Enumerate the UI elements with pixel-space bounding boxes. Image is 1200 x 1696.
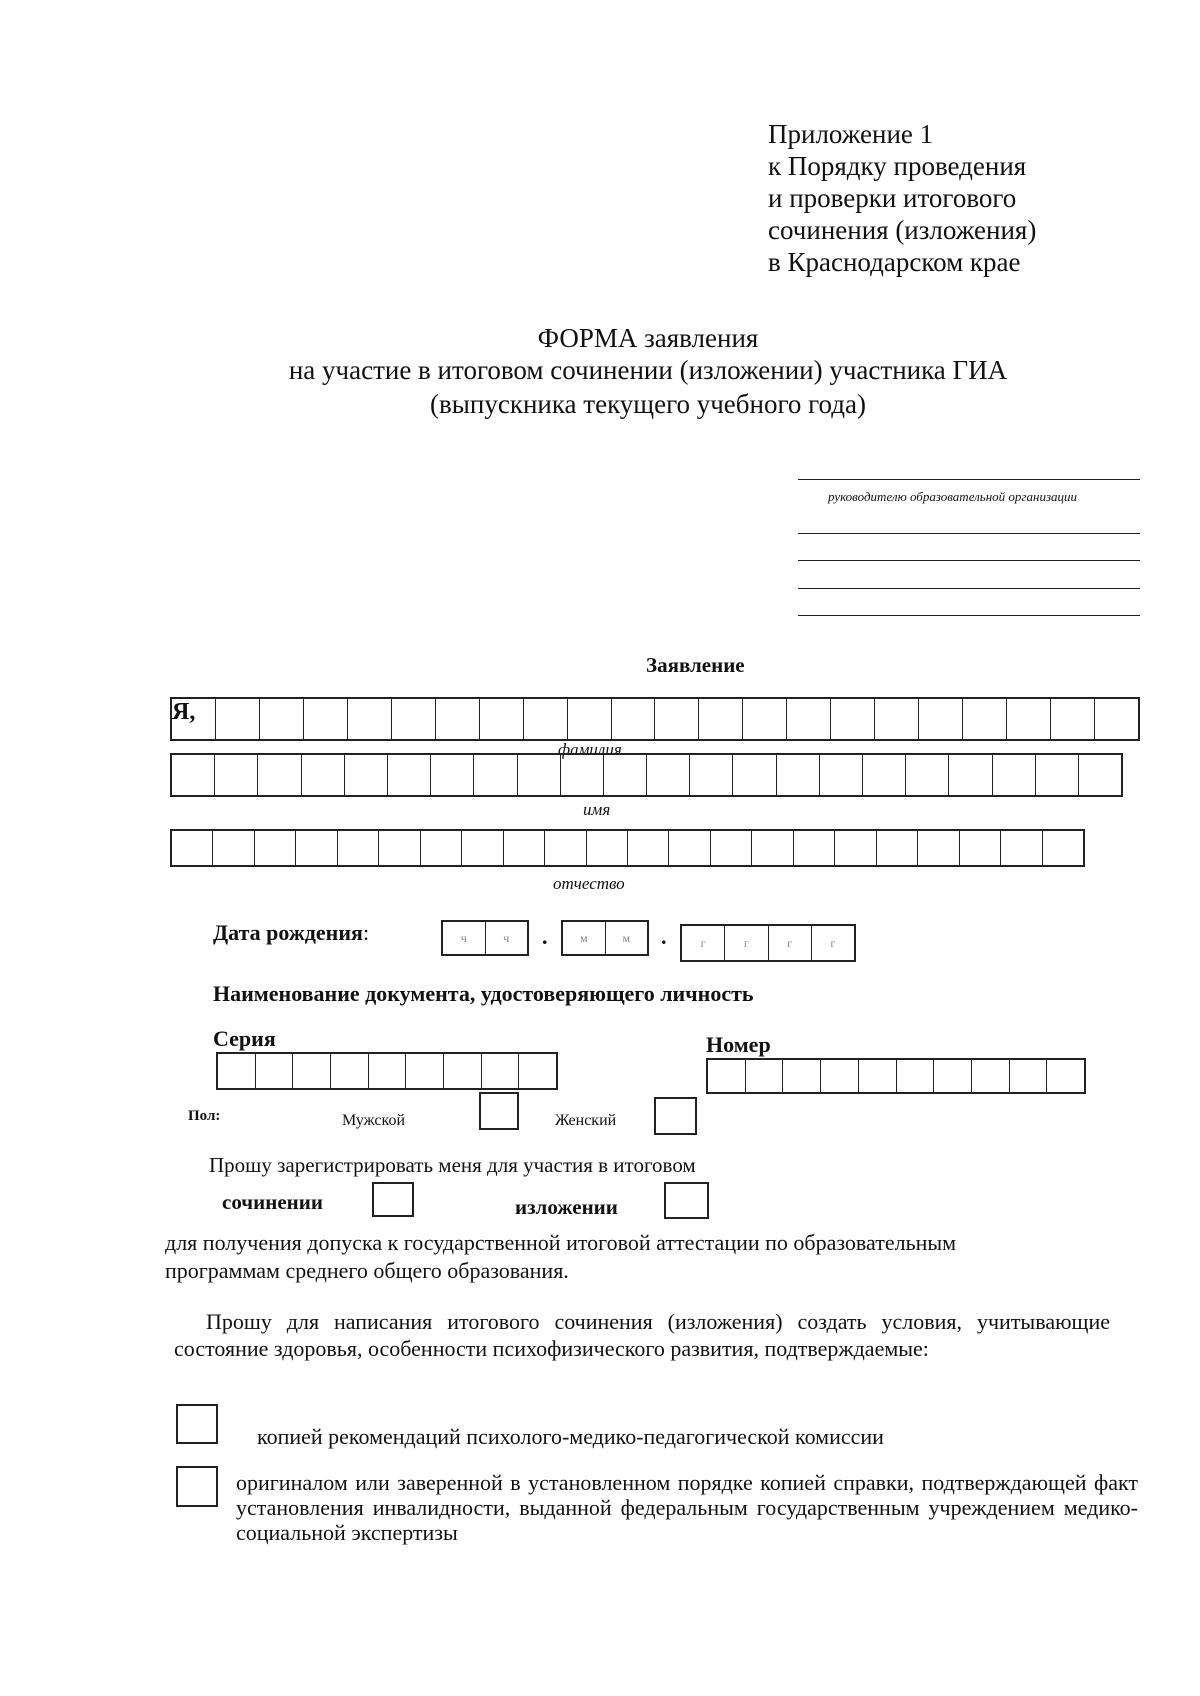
input-cell[interactable] [751,831,792,865]
option1-text: копией рекомендаций психолого-медико-педагогической комиссии [257,1424,884,1449]
input-cell[interactable] [896,1060,934,1092]
input-cell[interactable] [1094,699,1138,739]
input-cell[interactable] [586,831,627,865]
input-cell[interactable] [517,755,560,795]
input-cell[interactable] [295,831,336,865]
input-cell[interactable] [689,755,732,795]
input-cell[interactable] [218,1054,255,1088]
input-cell[interactable] [820,1060,858,1092]
input-cell[interactable] [443,1054,481,1088]
input-cell[interactable] [708,1060,745,1092]
input-cell[interactable] [992,755,1035,795]
input-cell[interactable] [745,1060,783,1092]
input-cell[interactable]: м [605,922,648,954]
exposition-label: изложении [515,1195,618,1219]
input-cell[interactable] [933,1060,971,1092]
input-cell[interactable] [971,1060,1009,1092]
input-cell[interactable] [567,699,611,739]
patronymic-caption: отчество [553,874,625,893]
gender-female-label: Женский [555,1112,617,1129]
addressee-line[interactable] [798,560,1140,561]
input-cell[interactable] [435,699,479,739]
purpose-line2: программам среднего общего образования. [165,1258,569,1283]
input-cell[interactable] [1050,699,1094,739]
input-cell[interactable] [627,831,668,865]
form-title-line3: (выпускника текущего учебного года) [430,389,866,419]
addressee-line[interactable] [798,479,1140,480]
input-cell[interactable] [405,1054,443,1088]
input-cell[interactable] [1000,831,1041,865]
input-cell[interactable] [391,699,435,739]
registration-request: Прошу зарегистрировать меня для участия в итоговом [209,1153,696,1177]
input-cell[interactable]: ч [485,922,528,954]
input-cell[interactable] [830,699,874,739]
input-cell[interactable] [473,755,516,795]
input-cell[interactable] [479,699,523,739]
input-cell[interactable] [1078,755,1121,795]
input-cell[interactable] [1042,831,1083,865]
option2-checkbox[interactable] [176,1466,218,1507]
birth-month-grid[interactable] [561,920,649,956]
addressee-line[interactable] [798,533,1140,534]
input-cell[interactable] [948,755,991,795]
input-cell[interactable] [303,699,347,739]
input-cell[interactable] [959,831,1000,865]
input-cell[interactable]: г [768,926,811,960]
appendix-line: сочинения (изложения) [768,215,1037,245]
input-cell[interactable] [301,755,344,795]
gender-label: Пол: [188,1108,221,1124]
input-cell[interactable] [603,755,646,795]
input-cell[interactable] [917,831,958,865]
birth-day-grid[interactable] [441,920,529,956]
input-cell[interactable] [215,699,259,739]
prefix-ya: Я, [172,699,196,725]
series-label: Серия [213,1026,276,1051]
surname-grid[interactable] [170,697,1140,741]
input-cell[interactable] [214,755,257,795]
input-cell[interactable] [962,699,1006,739]
number-label: Номер [706,1032,771,1057]
essay-checkbox[interactable] [372,1182,414,1217]
input-cell[interactable] [874,699,918,739]
input-cell[interactable] [776,755,819,795]
input-cell[interactable] [330,1054,368,1088]
input-cell[interactable] [344,755,387,795]
birth-year-grid[interactable] [680,924,856,962]
form-title-line2: на участие в итоговом сочинении (изложении) участника ГИА [288,355,1008,385]
input-cell[interactable] [698,699,742,739]
input-cell[interactable] [782,1060,820,1092]
input-cell[interactable] [430,755,473,795]
application-heading: Заявление [646,653,745,677]
input-cell[interactable] [742,699,786,739]
input-cell[interactable] [611,699,655,739]
date-separator: . [661,924,667,949]
gender-male-label: Мужской [342,1112,406,1129]
input-cell[interactable] [1009,1060,1047,1092]
input-cell[interactable] [786,699,830,739]
input-cell[interactable] [646,755,689,795]
essay-label: сочинении [222,1190,323,1214]
option2-text: оригиналом или заверенной в установленном порядке копией справки, подтверждающей факт установления инвалидности, выданной федеральным государственным учреждением медико-социальной экспертизы [236,1470,1138,1545]
input-cell[interactable] [172,699,215,739]
document-heading: Наименование документа, удостоверяющего личность [213,981,754,1006]
input-cell[interactable] [212,831,253,865]
input-cell[interactable]: г [724,926,767,960]
input-cell[interactable] [172,831,212,865]
input-cell[interactable] [918,699,962,739]
purpose-line1: для получения допуска к государственной итоговой аттестации по образовательным [165,1230,957,1255]
input-cell[interactable] [420,831,461,865]
gender-female-checkbox[interactable] [654,1097,697,1135]
input-cell[interactable] [834,831,875,865]
input-cell[interactable] [255,1054,293,1088]
input-cell[interactable] [481,1054,519,1088]
appendix-line: к Порядку проведения [768,151,1027,181]
input-cell[interactable] [544,831,585,865]
input-cell[interactable] [793,831,834,865]
input-cell[interactable] [461,831,502,865]
input-cell[interactable]: м [579,930,588,945]
appendix-line: и проверки итогового [768,183,1017,213]
input-cell[interactable] [378,831,419,865]
input-cell[interactable] [1046,1060,1084,1092]
conditions-intro: Прошу для написания итогового сочинения (изложения) создать условия, учитывающие состояние здоровья, особенности психофизического развития, подтверждаемые: [174,1309,1110,1361]
appendix-line: Приложение 1 [768,119,934,149]
input-cell[interactable] [905,755,948,795]
exposition-checkbox[interactable] [664,1182,709,1219]
input-cell[interactable]: ч [460,930,467,945]
surname-caption: фамилия [558,740,622,759]
name-caption: имя [583,800,611,819]
input-cell[interactable] [292,1054,330,1088]
input-cell[interactable] [732,755,775,795]
name-grid[interactable] [170,753,1123,797]
input-cell[interactable] [347,699,391,739]
appendix-line: в Краснодарском крае [768,247,1021,277]
option1-checkbox[interactable] [176,1404,218,1444]
addressee-line[interactable] [798,588,1140,589]
input-cell[interactable] [259,699,303,739]
date-separator: . [542,924,548,949]
input-cell[interactable]: г [811,926,854,960]
input-cell[interactable] [668,831,709,865]
appendix-block [768,118,1036,278]
input-cell[interactable] [876,831,917,865]
input-cell[interactable] [523,699,567,739]
input-cell[interactable] [1006,699,1050,739]
input-cell[interactable] [387,755,430,795]
form-title-line1: ФОРМА заявления [537,323,759,353]
input-cell[interactable] [172,755,214,795]
input-cell[interactable] [337,831,378,865]
gender-male-checkbox[interactable] [479,1092,519,1130]
input-cell[interactable] [257,755,300,795]
input-cell[interactable] [368,1054,406,1088]
addressee-caption: руководителю образовательной организации [828,489,1078,504]
input-cell[interactable] [518,1054,556,1088]
input-cell[interactable] [654,699,698,739]
birth-date-label: Дата рождения: [213,920,370,945]
input-cell[interactable]: г [700,935,706,950]
input-cell[interactable] [560,755,603,795]
addressee-line[interactable] [798,615,1140,616]
input-cell[interactable] [1035,755,1078,795]
input-cell[interactable] [862,755,905,795]
series-grid[interactable] [216,1052,558,1090]
input-cell[interactable] [503,831,544,865]
input-cell[interactable] [254,831,295,865]
input-cell[interactable] [819,755,862,795]
patronymic-grid[interactable] [170,829,1085,867]
input-cell[interactable] [858,1060,896,1092]
input-cell[interactable] [710,831,751,865]
number-grid[interactable] [706,1058,1086,1094]
